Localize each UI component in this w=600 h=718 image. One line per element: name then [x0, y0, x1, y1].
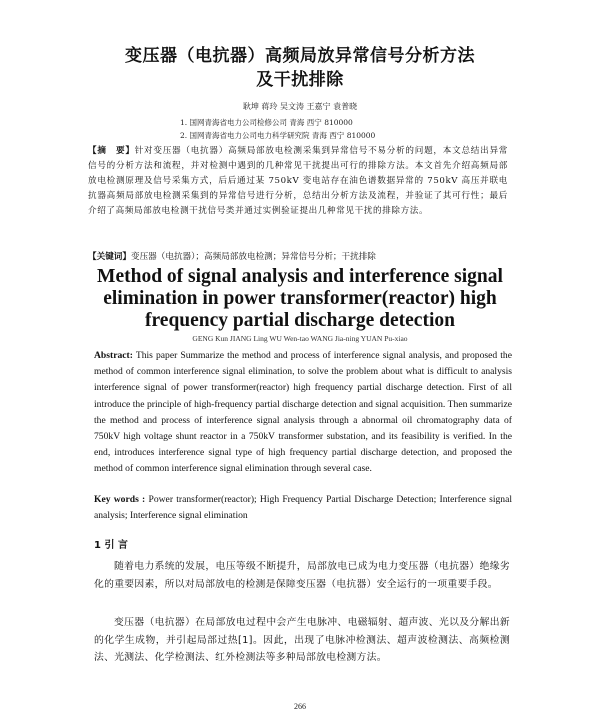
- cn-title-line-1: 变压器（电抗器）高频局放异常信号分析方法: [125, 46, 475, 66]
- en-title-line-2: elimination in power transformer(reactor) high: [103, 288, 497, 309]
- en-title-line-3: frequency partial discharge detection: [145, 310, 455, 331]
- cn-abstract: [88, 144, 508, 219]
- cn-keywords-label: 【关键词】: [88, 252, 131, 262]
- cn-keywords: [88, 250, 508, 262]
- cn-abstract-label: 【摘 要】: [88, 146, 135, 156]
- en-keywords-label: Key words :: [94, 494, 146, 505]
- section-1-heading: 1 引 言: [94, 540, 128, 551]
- cn-authors: 耿坤 蒋玲 吴文涛 王嘉宁 袁普晓: [242, 102, 358, 111]
- en-title-line-1: Method of signal analysis and interference signal: [97, 266, 503, 287]
- body-paragraph-2: 变压器（电抗器）在局部放电过程中会产生电脉冲、电磁辐射、超声波、光以及分解出新的化学生成物，并引起局部过热[1]。因此，出现了电脉冲检测法、超声波检测法、高频检测法、光测法、化学检测法、红外检测法等多种局部放电检测方法。: [94, 617, 510, 663]
- en-abstract-text: This paper Summarize the method and process of interference signal analysis, and proposed the method of common interference signal elimination, to solve the problem about what is difficult to analysis interference signal of power transformer(reactor) high frequency partial discharge detection. First of all introduce the principle of high-frequency partial discharge detection and signal acquisition. Then summarize the method and process of interference signal analysis through a abnormal oil chromatography data of 750kV high voltage shunt reactor in a 750kV transformer substation, and its feasibility is verified. In the end, introduces interference signal type of high frequency partial discharge detection, and proposed the method of common interference signal elimination through several case.: [94, 350, 512, 475]
- en-keywords: [94, 492, 512, 524]
- en-authors: GENG Kun JIANG Ling WU Wen-tao WANG Jia-ning YUAN Pu-xiao: [192, 334, 408, 343]
- affiliation-1: 1. 国网青海省电力公司检修公司 青海 西宁 810000: [180, 118, 353, 127]
- affiliation-2: 2. 国网青海省电力公司电力科学研究院 青海 西宁 810000: [180, 131, 376, 140]
- en-abstract-label: Abstract:: [94, 350, 133, 361]
- en-keywords-text: Power transformer(reactor); High Frequency Partial Discharge Detection; Interference signal analysis; Interference signal elimination: [94, 494, 513, 522]
- page-number: 266: [294, 702, 306, 711]
- en-abstract: [94, 348, 512, 478]
- cn-abstract-text: 针对变压器（电抗器）高频局部放电检测采集到异常信号不易分析的问题，本文总结出异常信号的分析方法和流程，并对检测中遇到的几种常见干扰提出可行的排除方法。本文首先介绍高频局部放电检测原理及信号采集方式，后后通过某 750kV 变电站存在油色谱数据异常的 750kV 高压并联电抗器高频局部放电检测采集到的异常信号进行分析，总结出分析方法及流程，并验证了其可行性；最后介绍了高频局部放电检测干扰信号类并通过实例验证提出几种常见干扰的排除方法。: [88, 146, 508, 216]
- cn-keywords-text: 变压器（电抗器）；高频局部放电检测；异常信号分析；干扰排除: [130, 252, 376, 262]
- body-paragraph-1: 随着电力系统的发展，电压等级不断提升，局部放电已成为电力变压器（电抗器）绝缘劣化的重要因素，所以对局部放电的检测是保障变压器（电抗器）安全运行的一项重要手段。: [94, 561, 510, 590]
- cn-title-line-2: 及干扰排除: [256, 70, 344, 90]
